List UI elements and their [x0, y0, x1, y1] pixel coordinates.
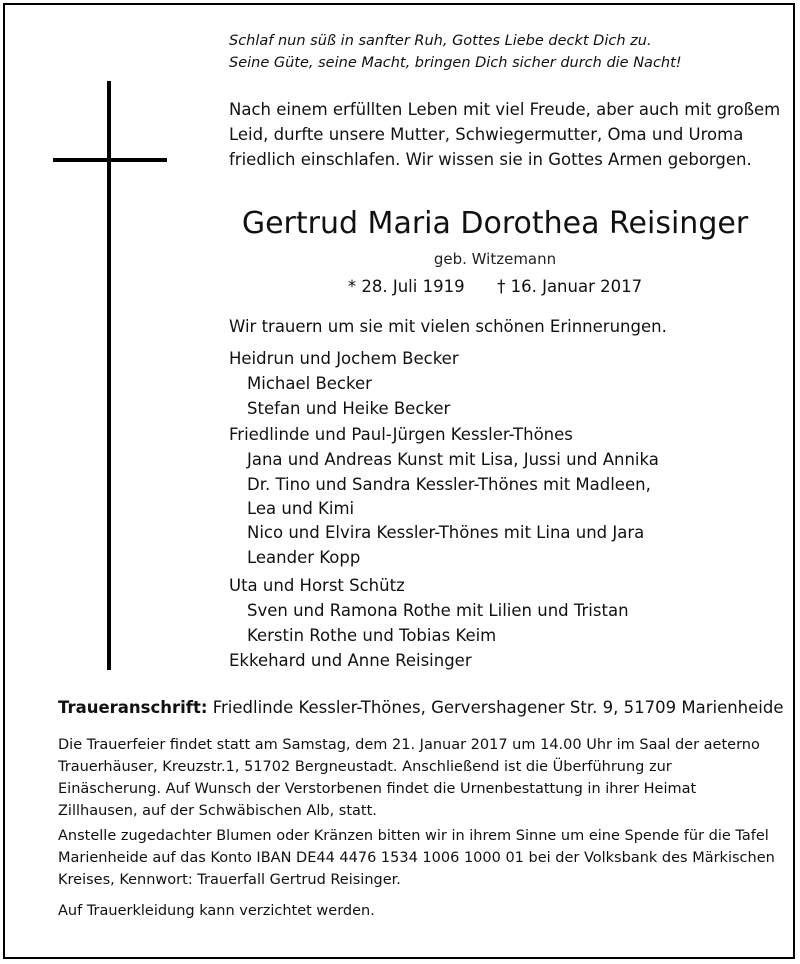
- family-line: Sven und Ramona Rothe mit Lilien und Tristan: [247, 601, 629, 620]
- funeral-paragraph: Die Trauerfeier findet statt am Samstag, dem 21. Januar 2017 um 14.00 Uhr im Saal der aeterno Trauerhäuser, Kreuzstr.1, 51702 Bergneustadt. Anschließend ist die Überführung zur Einäscherung. Auf Wunsch der Verstorbenen findet die Urnenbestattung in ihrer Heimat Zillhausen, auf der Schwäbischen Alb, statt.: [58, 737, 760, 819]
- family-line: Lea und Kimi: [247, 499, 355, 518]
- family-line: Leander Kopp: [247, 548, 361, 567]
- family-line: Michael Becker: [247, 374, 372, 393]
- family-line: Jana und Andreas Kunst mit Lisa, Jussi und Annika: [247, 450, 659, 469]
- intro-line-2: Leid, durfte unsere Mutter, Schwiegermutter, Oma und Uroma: [229, 125, 744, 144]
- intro-line-1: Nach einem erfüllten Leben mit viel Freude, aber auch mit großem: [229, 100, 781, 119]
- poem-line-2: Seine Güte, seine Macht, bringen Dich sicher durch die Nacht!: [229, 55, 682, 71]
- deceased-name: Gertrud Maria Dorothea Reisinger: [241, 206, 749, 241]
- address-value: Friedlinde Kessler-Thönes, Gervershagener Str. 9, 51709 Marienheide: [212, 698, 784, 717]
- family-line: Dr. Tino und Sandra Kessler-Thönes mit Madleen,: [247, 475, 651, 494]
- cross-icon: [107, 81, 111, 670]
- birth-name: geb. Witzemann: [433, 250, 557, 268]
- family-line: Nico und Elvira Kessler-Thönes mit Lina und Jara: [247, 523, 645, 542]
- family-line: Heidrun und Jochem Becker: [229, 349, 459, 368]
- life-dates: [0, 277, 800, 296]
- mourning-line: Wir trauern um sie mit vielen schönen Erinnerungen.: [229, 317, 667, 336]
- clothing-paragraph: Auf Trauerkleidung kann verzichtet werden.: [58, 903, 375, 919]
- donation-paragraph: Anstelle zugedachter Blumen oder Kränzen bitten wir in ihrem Sinne um eine Spende für die Tafel Marienheide auf das Konto IBAN DE44 4476 1534 1006 1000 01 bei der Volksbank des Märkischen Kreises, Kennwort: Trauerfall Gertrud Reisinger.: [58, 828, 775, 888]
- intro-line-3: friedlich einschlafen. Wir wissen sie in Gottes Armen geborgen.: [229, 150, 752, 169]
- cross-icon-bar: [53, 158, 167, 162]
- family-line: Ekkehard und Anne Reisinger: [229, 651, 472, 670]
- address-label: Traueranschrift:: [58, 698, 208, 717]
- family-line: Kerstin Rothe und Tobias Keim: [247, 626, 497, 645]
- poem-line-1: Schlaf nun süß in sanfter Ruh, Gottes Liebe deckt Dich zu.: [229, 33, 652, 49]
- death-date: † 16. Januar 2017: [497, 277, 643, 296]
- mourning-address: [58, 698, 784, 717]
- family-line: Stefan und Heike Becker: [247, 399, 451, 418]
- family-line: Friedlinde und Paul-Jürgen Kessler-Thönes: [229, 425, 573, 444]
- family-line: Uta und Horst Schütz: [229, 576, 405, 595]
- birth-date: * 28. Juli 1919: [347, 277, 465, 296]
